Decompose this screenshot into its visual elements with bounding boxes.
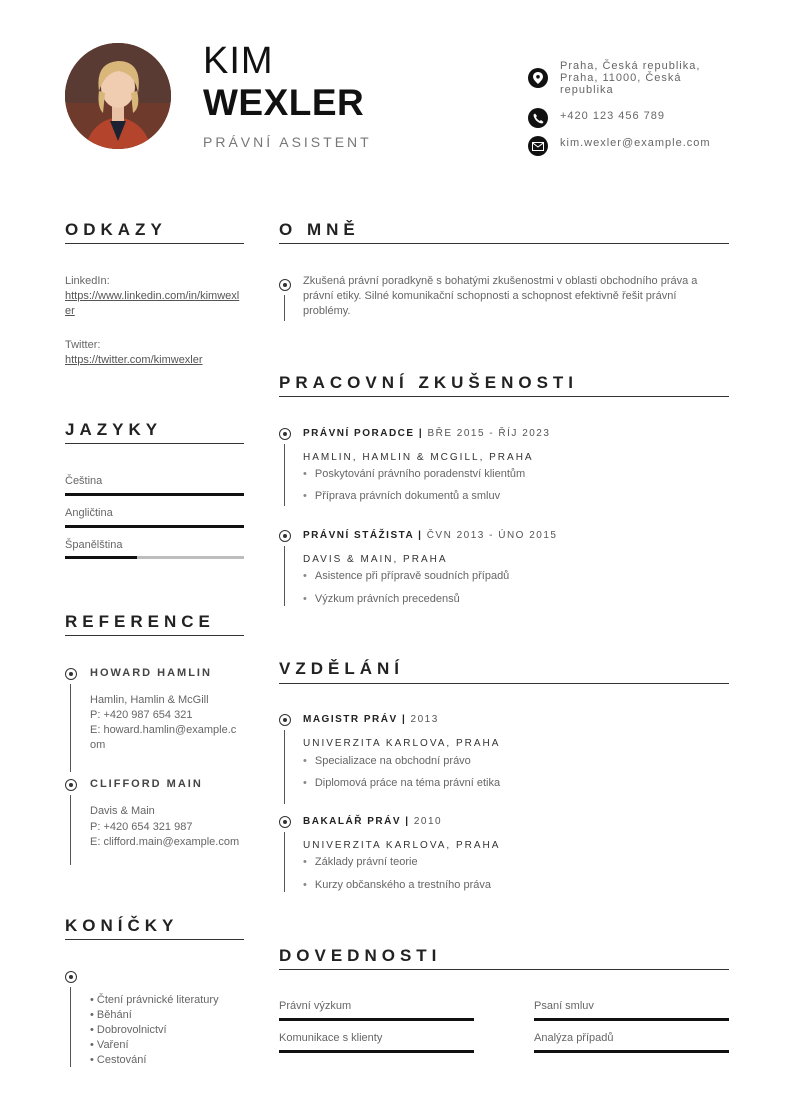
experience-heading: PRACOVNÍ ZKUŠENOSTI xyxy=(279,373,579,392)
skills-heading: DOVEDNOSTI xyxy=(279,946,442,965)
hobby-item: • Cestování xyxy=(90,1053,219,1068)
timeline-dot xyxy=(279,428,291,440)
job-bullet: • Asistence při přípravě soudních případů xyxy=(303,570,509,582)
timeline-line xyxy=(70,684,71,772)
language-bar xyxy=(65,493,244,496)
hobbies-divider xyxy=(65,939,244,940)
linkedin-label: LinkedIn: xyxy=(65,275,110,287)
language-name: Španělština xyxy=(65,539,123,551)
languages-divider xyxy=(65,443,244,444)
language-bar xyxy=(65,556,244,559)
timeline-dot xyxy=(279,816,291,828)
job-bullet: • Výzkum právních precedensů xyxy=(303,593,460,605)
job-title-text: PRÁVNÍ PORADCE xyxy=(303,428,415,439)
education-bullet: • Základy právní teorie xyxy=(303,856,418,868)
job-bullet: • Poskytování právního poradenství klientům xyxy=(303,468,525,480)
twitter-label: Twitter: xyxy=(65,339,101,351)
links-heading: ODKAZY xyxy=(65,220,167,239)
first-name: KIM xyxy=(203,40,274,82)
reference-email: E: howard.hamlin@example.com xyxy=(90,724,237,751)
reference-phone: P: +420 987 654 321 xyxy=(90,709,193,721)
degree-text: MAGISTR PRÁV xyxy=(303,714,398,725)
education-date: 2013 xyxy=(410,714,439,725)
timeline-line xyxy=(284,730,285,804)
job-bullet: • Příprava právních dokumentů a smluv xyxy=(303,490,500,502)
language-bar-fill xyxy=(65,525,244,528)
timeline-dot xyxy=(279,714,291,726)
skill-bar xyxy=(534,1050,729,1053)
about-heading: O MNĚ xyxy=(279,220,360,239)
timeline-dot xyxy=(65,779,77,791)
about-text: Zkušená právní poradkyně s bohatými zkušenostmi v oblasti obchodního práva a právní etiky. Silné komunikační schopnosti a schopnost efektivně řešit právní problémy. xyxy=(303,275,698,317)
timeline-dot xyxy=(279,279,291,291)
skill-bar xyxy=(279,1018,474,1021)
about-divider xyxy=(279,243,729,244)
job-org: DAVIS & MAIN, PRAHA xyxy=(303,554,448,565)
language-bar xyxy=(65,525,244,528)
links-divider xyxy=(65,243,244,244)
skill-name: Analýza případů xyxy=(534,1032,614,1044)
timeline-line xyxy=(284,444,285,506)
reference-name: CLIFFORD MAIN xyxy=(90,778,203,790)
education-org: UNIVERZITA KARLOVA, PRAHA xyxy=(303,840,501,851)
education-heading: VZDĚLÁNÍ xyxy=(279,659,404,678)
degree-text: BAKALÁŘ PRÁV xyxy=(303,816,401,827)
reference-org: Hamlin, Hamlin & McGill xyxy=(90,694,209,706)
contact-email: kim.wexler@example.com xyxy=(560,137,711,149)
job-date: ČVN 2013 - ÚNO 2015 xyxy=(426,530,558,541)
location-pin-icon xyxy=(528,68,548,88)
language-name: Čeština xyxy=(65,475,103,487)
reference-org: Davis & Main xyxy=(90,805,155,817)
timeline-dot xyxy=(65,668,77,680)
linkedin-link[interactable]: https://www.linkedin.com/in/kimwexler xyxy=(65,290,240,317)
timeline-line xyxy=(284,295,285,321)
reference-phone: P: +420 654 321 987 xyxy=(90,821,193,833)
hobby-item: • Čtení právnické literatury xyxy=(90,993,219,1008)
phone-icon xyxy=(528,108,548,128)
twitter-link[interactable]: https://twitter.com/kimwexler xyxy=(65,354,203,366)
skill-bar-fill xyxy=(534,1050,729,1053)
skill-bar xyxy=(279,1050,474,1053)
education-entry-title: MAGISTR PRÁV | 2013 xyxy=(303,714,439,725)
skill-name: Psaní smluv xyxy=(534,1000,594,1012)
skill-bar xyxy=(534,1018,729,1021)
hobby-item: • Vaření xyxy=(90,1038,219,1053)
job-entry-title: PRÁVNÍ STÁŽISTA | ČVN 2013 - ÚNO 2015 xyxy=(303,530,558,541)
job-title: PRÁVNÍ ASISTENT xyxy=(203,134,372,150)
references-divider xyxy=(65,635,244,636)
reference-name: HOWARD HAMLIN xyxy=(90,667,212,679)
hobbies-list xyxy=(90,993,219,1068)
languages-heading: JAZYKY xyxy=(65,420,163,439)
education-bullet: • Diplomová práce na téma právní etika xyxy=(303,777,500,789)
education-date: 2010 xyxy=(413,816,443,827)
email-icon xyxy=(528,136,548,156)
hobbies-heading: KONÍČKY xyxy=(65,916,179,935)
profile-photo xyxy=(65,43,171,149)
job-entry-title: PRÁVNÍ PORADCE | BŘE 2015 - ŘÍJ 2023 xyxy=(303,428,551,439)
education-divider xyxy=(279,683,729,684)
job-title-text: PRÁVNÍ STÁŽISTA xyxy=(303,530,414,541)
contact-phone: +420 123 456 789 xyxy=(560,110,666,122)
language-name: Angličtina xyxy=(65,507,113,519)
skill-name: Komunikace s klienty xyxy=(279,1032,383,1044)
reference-email: E: clifford.main@example.com xyxy=(90,836,240,848)
skills-divider xyxy=(279,969,729,970)
language-bar-fill xyxy=(65,493,244,496)
job-date: BŘE 2015 - ŘÍJ 2023 xyxy=(427,428,551,439)
timeline-dot xyxy=(279,530,291,542)
timeline-line xyxy=(284,546,285,606)
hobby-item: • Běhání xyxy=(90,1008,219,1023)
timeline-line xyxy=(70,987,71,1067)
skill-bar-fill xyxy=(279,1050,474,1053)
references-heading: REFERENCE xyxy=(65,612,215,631)
language-bar-fill xyxy=(65,556,137,559)
skill-bar-fill xyxy=(279,1018,474,1021)
education-bullet: • Kurzy občanského a trestního práva xyxy=(303,879,491,891)
last-name: WEXLER xyxy=(203,82,365,123)
timeline-line xyxy=(284,832,285,892)
timeline-dot xyxy=(65,971,77,983)
education-bullet: • Specializace na obchodní právo xyxy=(303,755,471,767)
hobby-item: • Dobrovolnictví xyxy=(90,1023,219,1038)
education-entry-title: BAKALÁŘ PRÁV | 2010 xyxy=(303,816,443,827)
experience-divider xyxy=(279,396,729,397)
job-org: HAMLIN, HAMLIN & MCGILL, PRAHA xyxy=(303,452,534,463)
skill-name: Právní výzkum xyxy=(279,1000,352,1012)
contact-address: Praha, Česká republika, Praha, 11000, Česká republika xyxy=(560,60,701,96)
skill-bar-fill xyxy=(534,1018,729,1021)
timeline-line xyxy=(70,795,71,865)
education-org: UNIVERZITA KARLOVA, PRAHA xyxy=(303,738,501,749)
